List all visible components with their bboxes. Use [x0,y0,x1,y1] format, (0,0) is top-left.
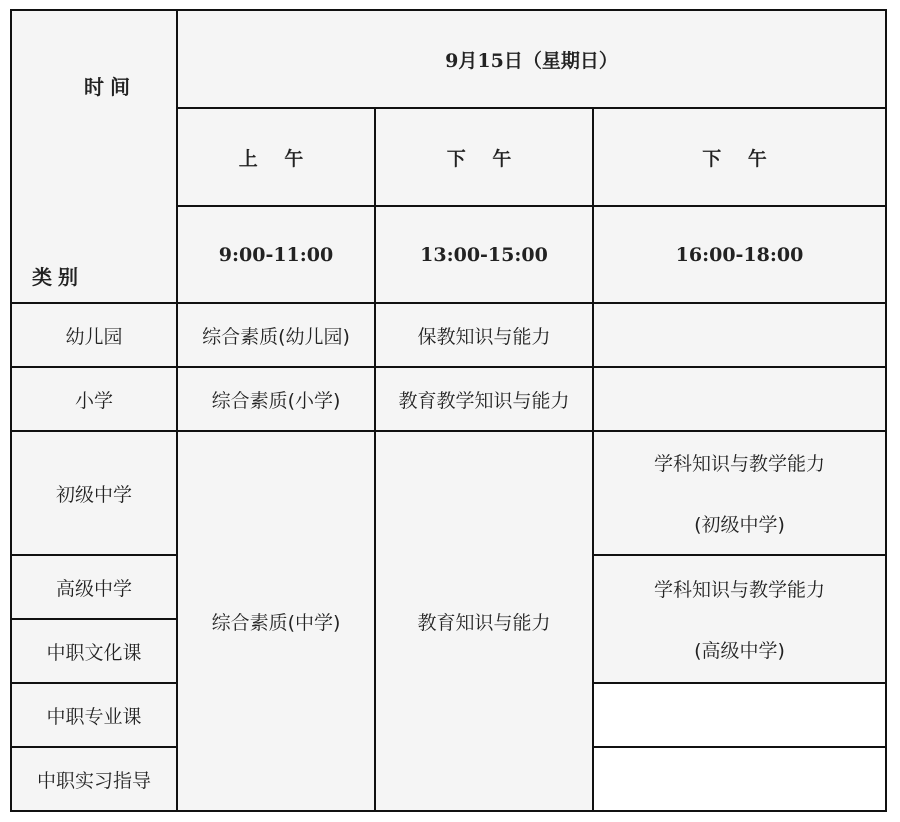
primary-afternoon1-subject: 教育教学知识与能力 [375,367,593,431]
time-afternoon-1: 13:00-15:00 [375,206,593,303]
category-kindergarten: 幼儿园 [11,303,177,367]
category-vocational-culture: 中职文化课 [11,619,177,683]
exam-date-header: 9月15日（星期日） [177,10,886,108]
secondary-afternoon1-subject: 教育知识与能力 [375,431,593,811]
junior-subject-line: 学科知识与教学能力 [654,453,826,475]
time-afternoon-2: 16:00-18:00 [593,206,886,303]
category-vocational-practice: 中职实习指导 [11,747,177,811]
primary-morning-subject: 综合素质(小学) [177,367,375,431]
category-senior-middle: 高级中学 [11,555,177,619]
senior-subject-line: 学科知识与教学能力 [654,579,826,601]
period-afternoon-2: 下 午 [593,108,886,206]
primary-afternoon2-subject [593,367,886,431]
period-afternoon-1: 下 午 [375,108,593,206]
category-primary: 小学 [11,367,177,431]
period-morning: 上 午 [177,108,375,206]
exam-schedule-table [10,9,887,812]
category-vocational-major: 中职专业课 [11,683,177,747]
vocational-major-afternoon2-subject [593,683,886,747]
kindergarten-afternoon2-subject [593,303,886,367]
vocational-practice-afternoon2-subject [593,747,886,811]
junior-level-line: (初级中学) [694,514,785,536]
junior-middle-afternoon2-subject [593,431,886,555]
time-morning: 9:00-11:00 [177,206,375,303]
secondary-morning-subject: 综合素质(中学) [177,431,375,811]
kindergarten-afternoon1-subject: 保教知识与能力 [375,303,593,367]
senior-middle-afternoon2-subject [593,555,886,683]
header-corner-cell [11,10,177,303]
senior-level-line: (高级中学) [694,640,785,662]
category-label: 类别 [32,265,84,289]
category-junior-middle: 初级中学 [11,431,177,555]
kindergarten-morning-subject: 综合素质(幼儿园) [177,303,375,367]
time-label: 时间 [84,75,136,99]
